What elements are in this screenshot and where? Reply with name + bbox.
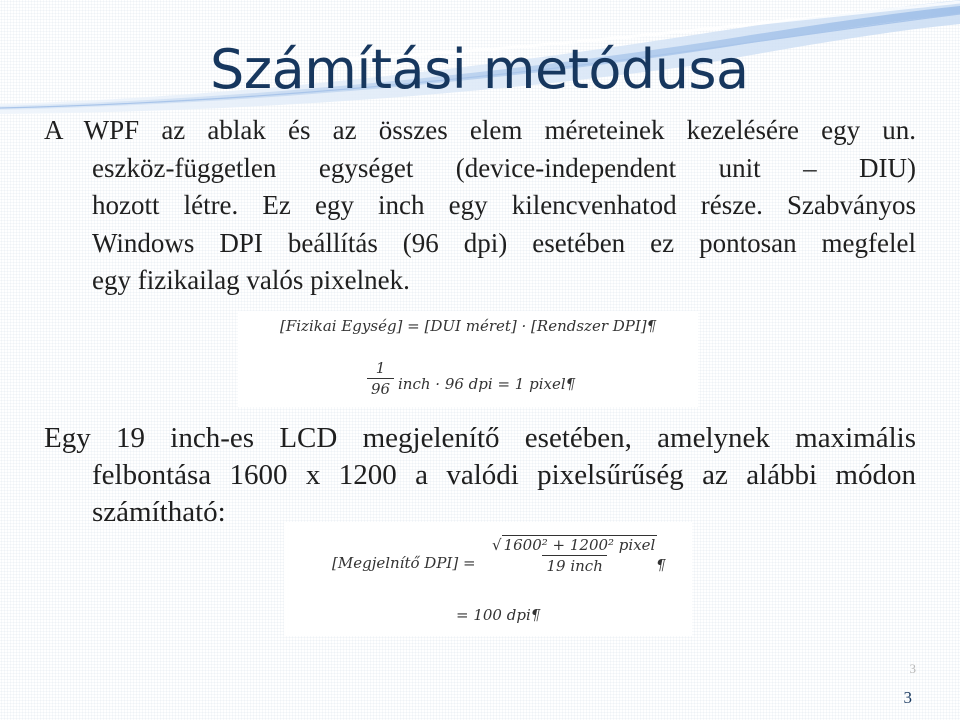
formula-result: = 100 dpi¶ [456, 606, 541, 624]
paragraph-wpf-diu [44, 112, 916, 300]
pilcrow: ¶ [656, 556, 666, 574]
fraction-numerator [488, 536, 661, 555]
formula-lhs: [Megjelnítő DPI] = [332, 554, 476, 572]
paragraph-line: eszköz-független egységet (device-independent unit – DIU) [92, 152, 916, 183]
formula-display-dpi [284, 522, 692, 636]
fraction-numerator: 1 [375, 359, 386, 377]
formula-line: [Fizikai Egység] = [DUI méret] · [Rendszer DPI]¶ [280, 317, 657, 335]
paragraph-line: Egy 19 inch-es LCD megjelenítő esetében, amelynek maximális [44, 422, 916, 454]
paragraph-lcd-example [44, 420, 916, 531]
page-number: 3 [903, 688, 912, 707]
fraction-denominator: 19 inch [542, 555, 606, 575]
formula-line: inch · 96 dpi = 1 pixel¶ [398, 375, 576, 393]
fraction-denominator: 96 [367, 378, 394, 398]
fraction-diagonal-over-size [488, 536, 661, 575]
paragraph-line: A WPF az ablak és az összes elem méreteinek kezelésére egy un. [44, 115, 916, 145]
formula-physical-unit [238, 311, 698, 407]
sqrt-sign: √ [492, 536, 502, 554]
paragraph-line: számítható: [92, 496, 226, 528]
fraction-one-ninety-sixth [367, 359, 394, 398]
sqrt-content: 1600² + 1200² pixel [503, 536, 656, 554]
page-number-faint: 3 [909, 661, 916, 676]
paragraph-line: felbontása 1600 x 1200 a valódi pixelsűrűség az alábbi módon [92, 459, 916, 491]
paragraph-line: egy fizikailag valós pixelnek. [92, 265, 410, 295]
paragraph-line: Windows DPI beállítás (96 dpi) esetében ez pontosan megfelel [92, 227, 916, 258]
paragraph-line: hozott létre. Ez egy inch egy kilencvenhatod része. Szabványos [92, 190, 916, 220]
slide-title: Számítási metódusa [210, 38, 749, 101]
